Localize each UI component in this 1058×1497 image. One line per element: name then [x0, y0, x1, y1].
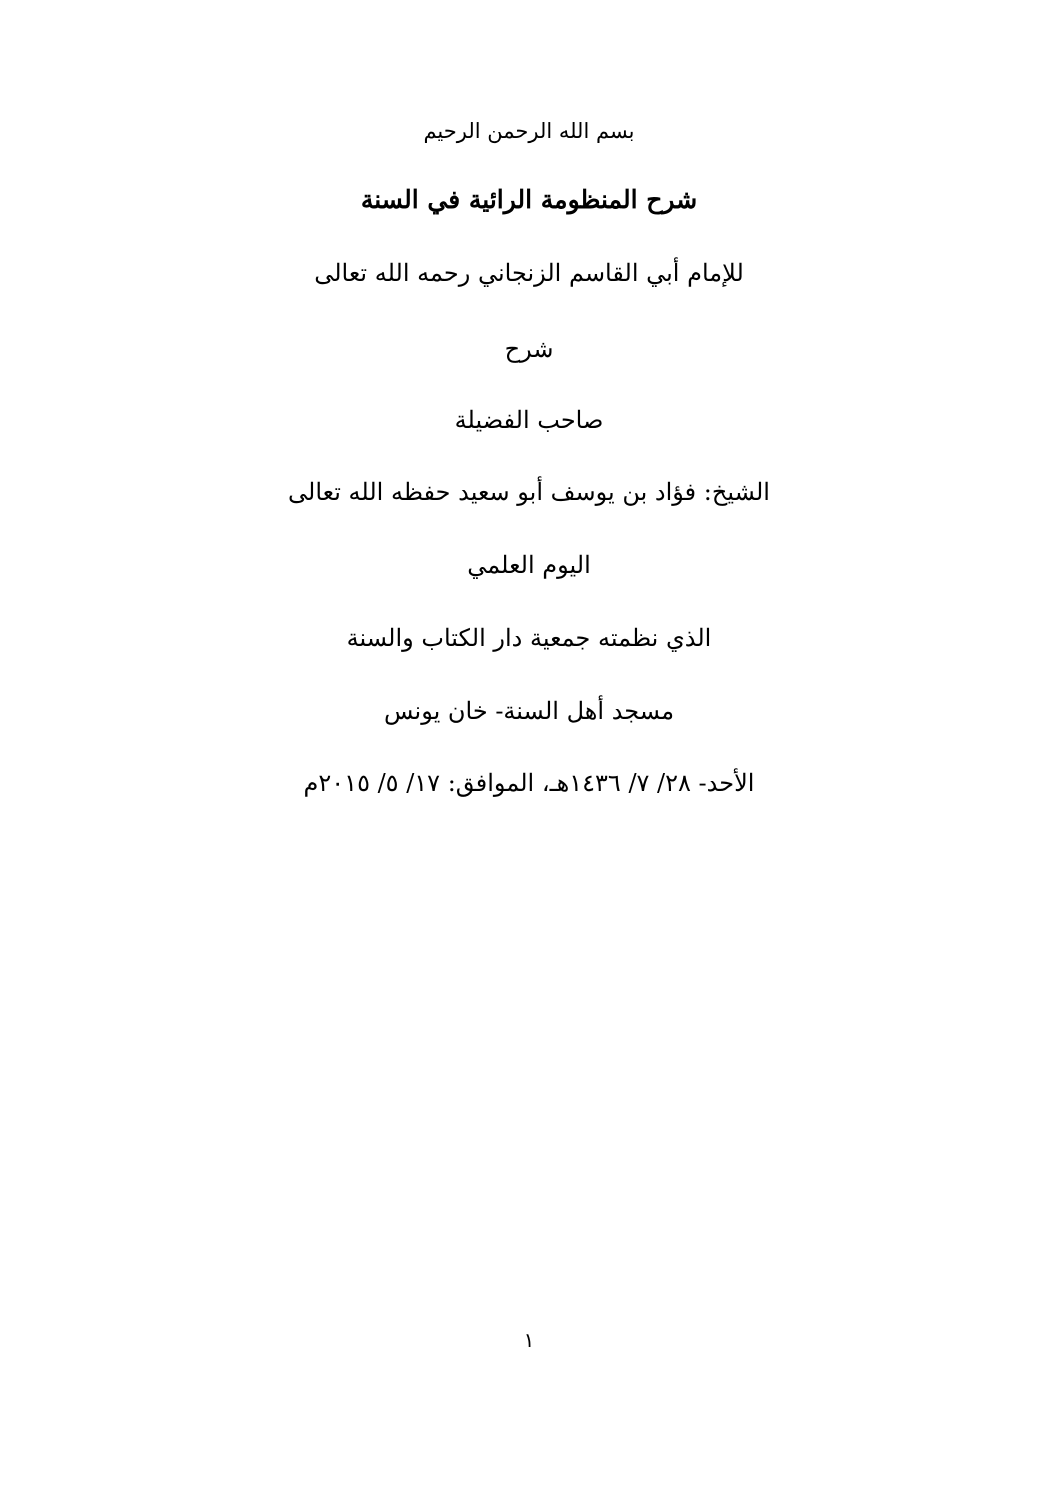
- sheikh-line: الشيخ: فؤاد بن يوسف أبو سعيد حفظه الله تعالى: [288, 478, 770, 506]
- organizer-line: الذي نظمته جمعية دار الكتاب والسنة: [346, 624, 712, 652]
- event-line: اليوم العلمي: [467, 551, 591, 579]
- basmala: بسم الله الرحمن الرحيم: [423, 119, 635, 143]
- document-title: شرح المنظومة الرائية في السنة: [360, 185, 698, 214]
- honorific-line: صاحب الفضيلة: [454, 406, 604, 434]
- location-line: مسجد أهل السنة- خان يونس: [383, 697, 675, 725]
- page-number: ١: [523, 1328, 535, 1352]
- author-line: للإمام أبي القاسم الزنجاني رحمه الله تعالى: [314, 259, 744, 287]
- date-line: الأحد- ٢٨/ ٧/ ١٤٣٦هـ، الموافق: ١٧/ ٥/ ٢٠١٥م: [303, 769, 755, 797]
- sharh-label: شرح: [504, 335, 554, 363]
